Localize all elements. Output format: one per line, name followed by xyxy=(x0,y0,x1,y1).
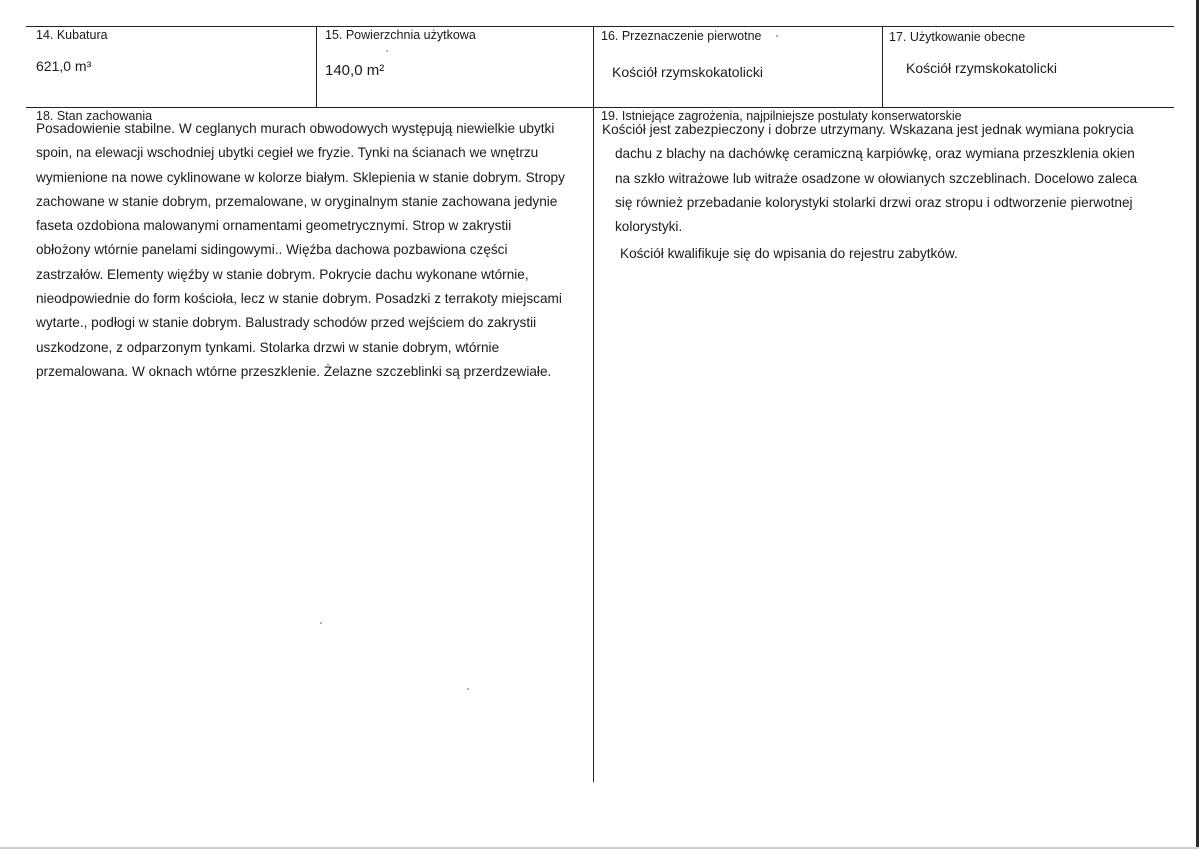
stan-zachowania-line: wymienione na nowe cyklinowane w kolorze białym. Sklepienia w stanie dobrym. Stropy xyxy=(36,169,565,185)
zagrozenia-line: na szkło witrażowe lub witraże osadzone w ołowianych szczeblinach. Docelowo zaleca xyxy=(615,170,1138,186)
scan-speck xyxy=(320,622,322,624)
zagrozenia-line: się również przebadanie kolorystyki stolarki drzwi oraz stropu i odtworzenie pierwotnej xyxy=(615,194,1133,210)
field-kubatura-label: 14. Kubatura xyxy=(36,28,108,42)
field-powierzchnia-label: 15. Powierzchnia użytkowa xyxy=(325,28,476,42)
stan-zachowania-line: zastrzałów. Elementy więźby w stanie dobrym. Pokrycie dachu wykonane wtórnie, xyxy=(36,266,529,282)
stan-zachowania-line: obłożony wtórnie panelami sidingowymi.. Więźba dachowa pozbawiona części xyxy=(36,242,508,258)
zagrozenia-line: dachu z blachy na dachówkę ceramiczną karpiówkę, oraz wymiana przeszklenia okien xyxy=(615,146,1135,162)
row-divider xyxy=(26,107,1174,108)
zagrozenia-text xyxy=(602,118,1137,239)
scan-speck xyxy=(386,50,388,52)
cell-divider-17 xyxy=(882,26,883,107)
stan-zachowania-line: spoin, na elewacji wschodniej ubytki cegieł we fryzie. Tynki na ścianach we wnętrzu xyxy=(36,145,539,161)
table-top-border xyxy=(26,26,1174,27)
cell-divider-15 xyxy=(316,26,317,107)
field-uzytkowanie-value: Kościół rzymskokatolicki xyxy=(906,60,1057,76)
zagrozenia-closing: Kościół kwalifikuje się do wpisania do rejestru zabytków. xyxy=(620,246,958,261)
stan-zachowania-text xyxy=(36,117,565,384)
field-uzytkowanie-label: 17. Użytkowanie obecne xyxy=(889,30,1026,44)
stan-zachowania-line: przemalowana. W oknach wtórne przeszklenie. Żelazne szczeblinki są przerdzewiałe. xyxy=(36,363,552,379)
stan-zachowania-line: zachowane w stanie dobrym, przemalowane, w oryginalnym stanie zachowana jedynie xyxy=(36,193,558,209)
zagrozenia-line: Kościół jest zabezpieczony i dobrze utrzymany. Wskazana jest jednak wymiana pokrycia xyxy=(602,122,1134,137)
cell-divider-16 xyxy=(593,26,594,782)
field-powierzchnia-value: 140,0 m² xyxy=(325,62,385,79)
stan-zachowania-line: uszkodzone, z odparzonym tynkami. Stolarka drzwi w stanie dobrym, wtórnie xyxy=(36,339,500,355)
field-przeznaczenie-label: 16. Przeznaczenie pierwotne xyxy=(601,29,762,43)
scan-speck xyxy=(467,688,469,690)
zagrozenia-line: kolorystyki. xyxy=(615,219,683,235)
stan-zachowania-line: wytarte., podłogi w stanie dobrym. Balustrady schodów przed wejściem do zakrystii xyxy=(36,315,537,331)
stan-zachowania-line: Posadowienie stabilne. W ceglanych murach obwodowych występują niewielkie ubytki xyxy=(36,121,555,136)
stan-zachowania-line: faseta ozdobiona malowanymi ornamentami geometrycznymi. Strop w zakrystii xyxy=(36,218,512,234)
field-przeznaczenie-value: Kościół rzymskokatolicki xyxy=(612,64,763,80)
stan-zachowania-line: nieodpowiednie do form kościoła, lecz w stanie dobrym. Posadzki z terrakoty miejscami xyxy=(36,291,562,307)
scan-speck xyxy=(776,35,778,37)
stan-zachowania-label: 18. Stan zachowania xyxy=(36,109,153,123)
zagrozenia-label: 19. Istniejące zagrożenia, najpilniejsze postulaty konserwatorskie xyxy=(601,109,962,123)
field-kubatura-value: 621,0 m³ xyxy=(36,58,92,74)
